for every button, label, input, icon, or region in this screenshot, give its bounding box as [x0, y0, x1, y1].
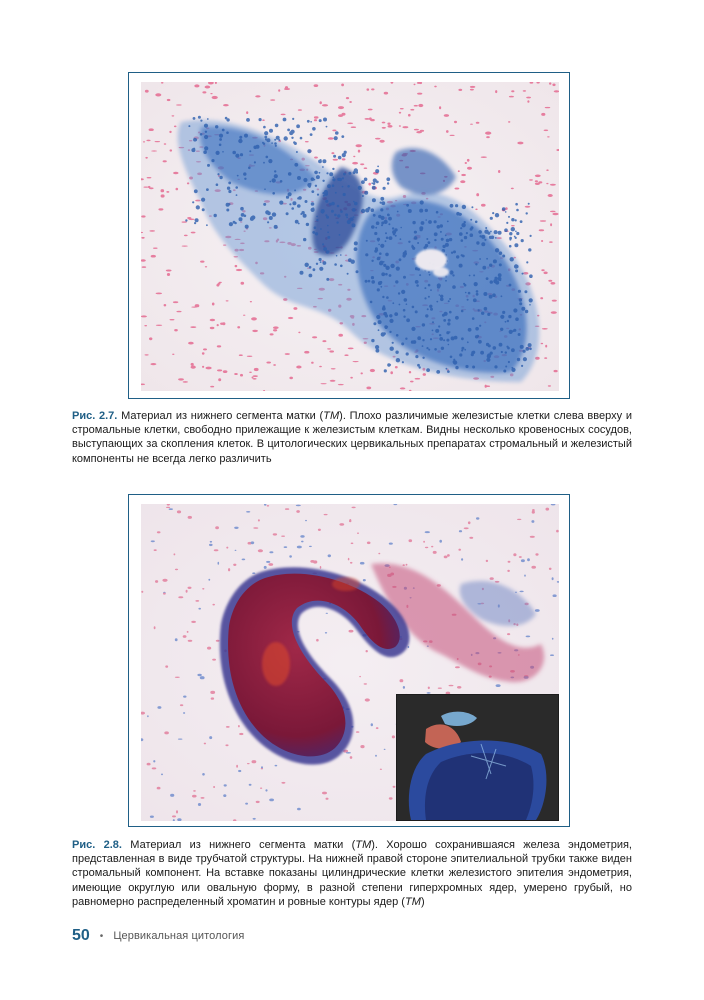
micrograph-2-7-illustration — [141, 82, 559, 391]
figure-2-7-label: Рис. 2.7. — [72, 410, 118, 422]
figure-2-7-caption-text: Материал из нижнего сегмента матки ( — [117, 410, 324, 422]
figure-2-7-frame — [128, 72, 570, 399]
figure-2-8-stain-abbrev: ТМ — [355, 839, 372, 851]
figure-2-7-caption — [72, 409, 632, 466]
figure-2-8-label: Рис. 2.8. — [72, 839, 122, 851]
figure-2-8-stain-abbrev-2: ТМ — [404, 895, 421, 908]
figure-2-8-frame — [128, 494, 570, 827]
figure-2-7-stain-abbrev: ТМ — [323, 410, 340, 422]
figure-2-8-caption — [72, 838, 632, 909]
figure-2-8-caption-text: Материал из нижнего сегмента матки ( — [121, 839, 356, 851]
figure-2-7-caption-text-cont: ). Плохо различимые железистые клетки слева вверху и стромальные клетки, свободно прилежащие к железистым клеткам. Видны несколько кровеносных сосудов, выступающих за скопления клеток. В цитологических цервикальных препаратах стромальный и железистый компоненты не всегда легко различить — [72, 410, 632, 465]
page-number: 50 — [72, 927, 90, 944]
figure-2-8-caption-text-cont: ). Хорошо сохранившаяся железа эндометрия, представленная в виде трубчатой структуры. На нижней правой стороне эпителиальной трубки также виден стромальный компонент. На вставке показаны цилиндрические клетки железистого эпителия эндометрия, имеющие округлую или овальную форму, в разной степени гиперхромных ядер, умерено грубый, но равномерно распределенный хроматин и ровные контуры ядер ( — [72, 839, 632, 908]
footer-bullet: • — [99, 930, 104, 942]
micrograph-figure-2-8 — [141, 504, 559, 821]
running-title: Цервикальная цитология — [113, 930, 245, 942]
micrograph-figure-2-7 — [141, 82, 559, 391]
figure-2-8-caption-end: ) — [420, 895, 425, 908]
page-footer — [72, 926, 244, 946]
micrograph-2-8-illustration — [141, 504, 559, 821]
